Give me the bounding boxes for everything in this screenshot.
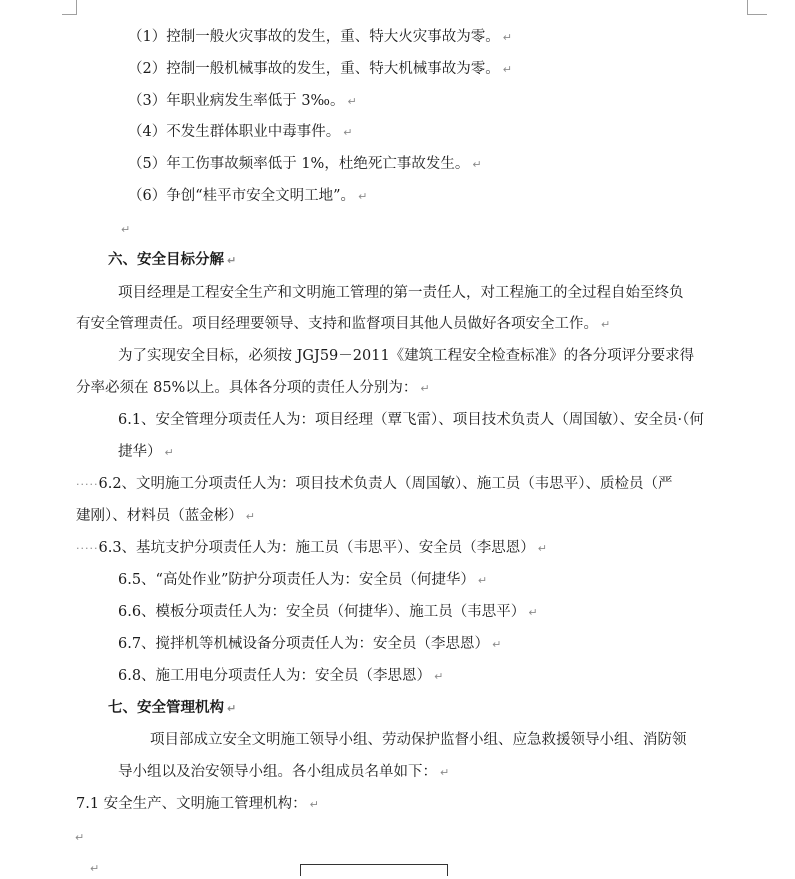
goal-item-6: （6）争创“桂平市安全文明工地”。 ↵ — [128, 188, 368, 204]
paragraph-mark: ↵ — [75, 831, 85, 844]
section-heading-7: 七、安全管理机构 ↵ — [108, 699, 237, 716]
empty-paragraph — [72, 827, 84, 848]
responsibility-6-7: 6.7、搅拌机等机械设备分项责任人为：安全员（李思恩） ↵ — [118, 636, 502, 652]
paragraph-mark: ↵ — [434, 670, 444, 683]
responsibility-6-1-line-1: 6.1、安全管理分项责任人为：项目经理（覃飞雷）、项目技术负责人（周国敏）、安全员·（何 — [118, 412, 704, 428]
paragraph-mark: ↵ — [245, 510, 255, 523]
paragraph-mark: ↵ — [440, 766, 450, 779]
empty-paragraph — [118, 219, 130, 240]
paragraph-mark: ↵ — [121, 223, 131, 236]
paragraph-mark: ↵ — [343, 126, 353, 139]
responsibility-6-5: 6.5、“高处作业”防护分项责任人为：安全员（何捷华） ↵ — [118, 572, 488, 588]
paragraph-mark: ↵ — [309, 798, 319, 811]
responsibility-6-6: 6.6、模板分项责任人为：安全员（何捷华）、施工员（韦思平） ↵ — [118, 604, 538, 620]
paragraph-mark: ↵ — [472, 158, 482, 171]
paragraph-mark: ↵ — [537, 542, 548, 555]
paragraph-mark: ↵ — [420, 382, 430, 395]
paragraph-mark: ↵ — [358, 190, 368, 203]
paragraph-1-line-2: 有安全管理责任。项目经理要领导、支持和监督项目其他人员做好各项安全工作。 ↵ — [76, 316, 611, 332]
crop-mark-left-horizontal — [62, 14, 77, 15]
section-heading-6: 六、安全目标分解 ↵ — [108, 251, 237, 268]
responsibility-6-2-line-2: 建刚）、材料员（蓝金彬） ↵ — [76, 508, 255, 524]
paragraph-mark: ↵ — [164, 446, 174, 459]
responsibility-6-1-line-2: 捷华） ↵ — [118, 444, 174, 460]
paragraph-mark: ↵ — [347, 95, 357, 108]
paragraph-mark: ↵ — [601, 318, 611, 331]
paragraph-mark: ↵ — [477, 574, 488, 587]
paragraph-3-line-2: 导小组以及治安领导小组。各小组成员名单如下： ↵ — [118, 764, 450, 780]
empty-paragraph — [87, 858, 99, 879]
goal-item-2: （2）控制一般机械事故的发生，重、特大机械事故为零。 ↵ — [128, 61, 512, 77]
paragraph-2-line-2: 分率必须在 85%以上。具体各分项的责任人分别为： ↵ — [76, 380, 430, 396]
crop-mark-left-vertical — [76, 0, 77, 14]
paragraph-mark: ↵ — [227, 254, 237, 267]
subsection-7-1: 7.1 安全生产、文明施工管理机构： ↵ — [76, 796, 319, 812]
paragraph-mark: ↵ — [90, 862, 100, 875]
paragraph-mark: ↵ — [502, 63, 512, 76]
paragraph-3-line-1: 项目部成立安全文明施工领导小组、劳动保护监督小组、应急救援领导小组、消防领 — [150, 732, 687, 748]
crop-mark-right-horizontal — [747, 14, 767, 15]
goal-item-1: （1）控制一般火灾事故的发生，重、特大火灾事故为零。 ↵ — [128, 29, 512, 45]
crop-mark-right-vertical — [747, 0, 748, 14]
responsibility-6-3: ·····6.3、基坑支护分项责任人为：施工员（韦思平）、安全员（李思恩） ↵ — [76, 540, 548, 556]
paragraph-2-line-1: 为了实现安全目标，必须按 JGJ59－2011《建筑工程安全检查标准》的各分项评分要求得 — [118, 348, 695, 364]
tab-leader-dots: ····· — [76, 542, 99, 555]
goal-item-3: （3）年职业病发生率低于 3‰。 ↵ — [128, 93, 357, 109]
paragraph-mark: ↵ — [492, 638, 502, 651]
responsibility-6-8: 6.8、施工用电分项责任人为：安全员（李思恩） ↵ — [118, 668, 444, 684]
goal-item-5: （5）年工伤事故频率低于 1%，杜绝死亡事故发生。 ↵ — [128, 156, 482, 172]
paragraph-1-line-1: 项目经理是工程安全生产和文明施工管理的第一责任人，对工程施工的全过程自始至终负 — [118, 285, 684, 301]
org-chart-box — [300, 864, 448, 876]
paragraph-mark: ↵ — [227, 702, 237, 715]
tab-leader-dots: ····· — [76, 478, 99, 491]
goal-item-4: （4）不发生群体职业中毒事件。 ↵ — [128, 124, 353, 140]
paragraph-mark: ↵ — [502, 31, 512, 44]
paragraph-mark: ↵ — [528, 606, 538, 619]
responsibility-6-2-line-1: ·····6.2、文明施工分项责任人为：项目技术负责人（周国敏）、施工员（韦思平）、质检员（严 — [76, 476, 673, 492]
